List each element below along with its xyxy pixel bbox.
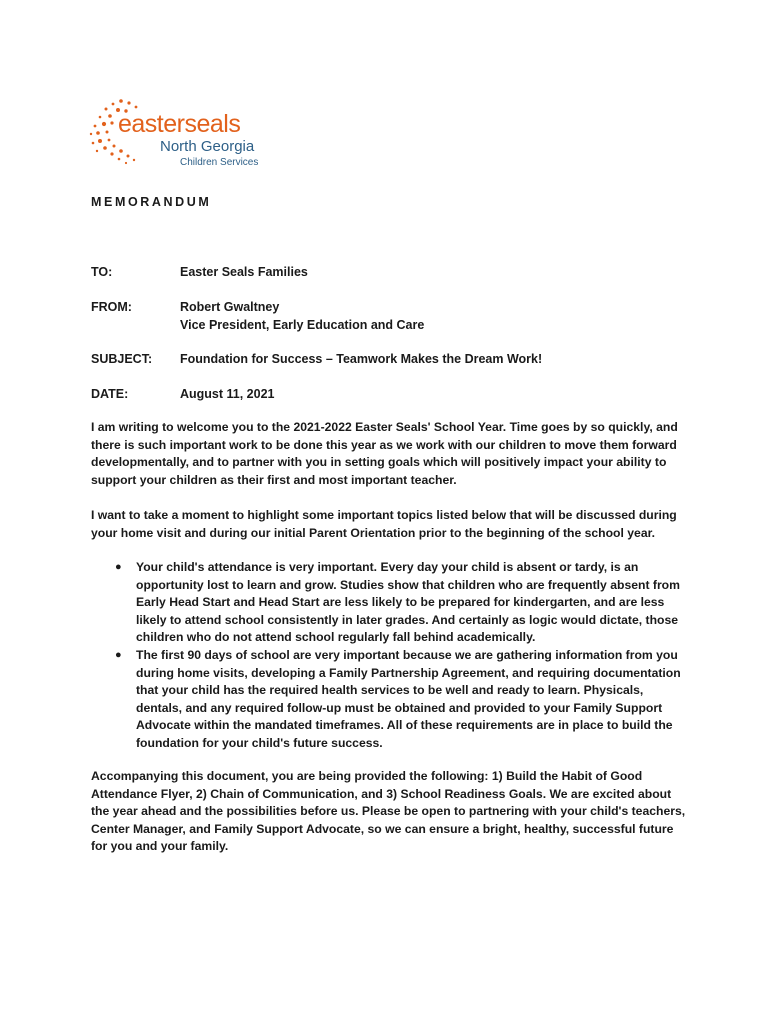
topics-list <box>91 559 687 753</box>
from-title: Vice President, Early Education and Care <box>180 318 425 332</box>
welcome-paragraph: I am writing to welcome you to the 2021-2022 Easter Seals' School Year. Time goes by so quickly, and there is such important work to be done this year as we work with our children to move them forward developmentally, and to partner with you in setting goals which will positively impact your ability to support your children as their first and most important teacher. <box>91 420 678 487</box>
closing-paragraph: Accompanying this document, you are being provided the following: 1) Build the Habit of Good Attendance Flyer, 2) Chain of Communication, and 3) School Readiness Goals. We are excited about the year ahead and the possibilities before us. Please be open to partnering with your child's teachers, Center Manager, and Family Support Advocate, so we can ensure a bright, healthy, successful future for you and your family. <box>91 769 686 854</box>
bullet-icon: ● <box>115 648 122 661</box>
easterseals-logo <box>88 96 278 174</box>
list-item <box>91 647 687 753</box>
bullet-icon: ● <box>115 561 122 573</box>
first-90-days-bullet-text: The first 90 days of school are very important because we are gathering information from you during home visits, developing a Family Partnership Agreement, and requiring documentation that your child has the required health services to be well and ready to learn. Physicals, dentals, and any required follow-up must be obtained and provided to your Family Support Advocate within the mandated timeframes. All of these requirements are in place to build the foundation for your child's future success. <box>136 647 681 750</box>
logo-wordmark: easterseals <box>118 110 241 138</box>
subject-label: SUBJECT: <box>91 352 153 366</box>
to-value: Easter Seals Families <box>180 265 308 279</box>
date-label: DATE: <box>91 387 129 401</box>
from-name: Robert Gwaltney <box>180 300 280 314</box>
memo-title: MEMORANDUM <box>91 195 212 209</box>
subject-value: Foundation for Success – Teamwork Makes the Dream Work! <box>180 352 543 366</box>
date-value: August 11, 2021 <box>180 387 275 401</box>
attendance-bullet-text: Your child's attendance is very important. Every day your child is absent or tardy, is an opportunity lost to learn and grow. Studies show that children who are frequently absent from Early Head Start and Head Start are less likely to be prepared for kindergarten, and are less likely to attend school consistently in later grades. And certainly as logic would dictate, those children who do not attend school regularly fall behind academically. <box>136 560 680 645</box>
logo-subtitle: Children Services <box>180 157 259 168</box>
list-item <box>91 559 687 647</box>
to-label: TO: <box>91 265 113 279</box>
logo-region: North Georgia <box>160 138 255 155</box>
from-label: FROM: <box>91 300 132 314</box>
topics-intro-paragraph: I want to take a moment to highlight some important topics listed below that will be discussed during your home visit and during our initial Parent Orientation prior to the beginning of the school year. <box>91 508 677 540</box>
